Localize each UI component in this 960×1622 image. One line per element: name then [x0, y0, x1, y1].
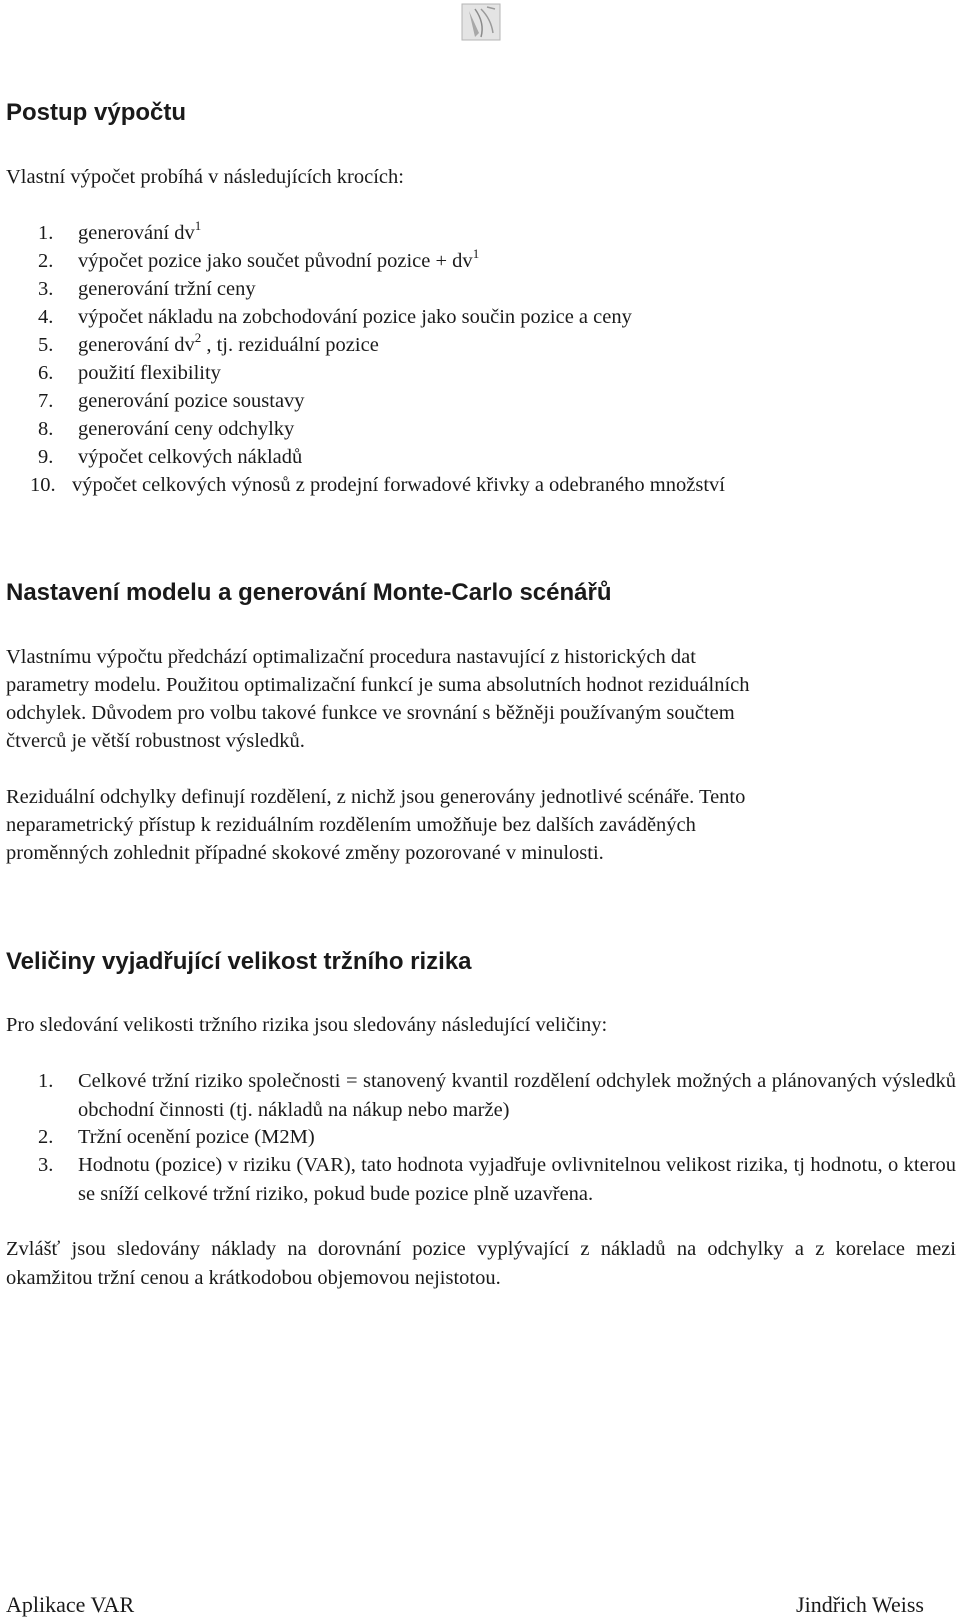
section-heading-veliciny: Veličiny vyjadřující velikost tržního rizika — [6, 948, 472, 975]
text-line: Reziduální odchylky definují rozdělení, z nichž jsou generovány jednotlivé scénáře. Tento — [6, 786, 746, 808]
text-line: Vlastnímu výpočtu předchází optimalizační procedura nastavující z historických dat — [6, 646, 696, 668]
section1-intro: Vlastní výpočet probíhá v následujících krocích: — [6, 166, 404, 188]
text-line: odchylek. Důvodem pro volbu takové funkce ve srovnání s běžněji používaným součtem — [6, 702, 735, 724]
text-line: parametry modelu. Použitou optimalizační funkcí je suma absolutních hodnot reziduálních — [6, 674, 750, 696]
text-line: čtverců je větší robustnost výsledků. — [6, 730, 305, 752]
footer-right: Jindřich Weiss — [796, 1592, 924, 1617]
text-line: proměnných zohlednit případné skokové změny pozorované v minulosti. — [6, 842, 604, 864]
publisher-logo-icon — [461, 3, 501, 41]
section3-intro: Pro sledování velikosti tržního rizika jsou sledovány následující veličiny: — [6, 1014, 608, 1036]
footer-left: Aplikace VAR — [6, 1592, 135, 1617]
section3-closing: Zvlášť jsou sledovány náklady na dorovnání pozice vyplývající z nákladů na odchylky a z korelace mezi okamžitou tržní cenou a krátkodobou objemovou nejistotou. — [6, 1238, 956, 1289]
text-line: neparametrický přístup k reziduálním rozdělením umožňuje bez dalších zaváděných — [6, 814, 696, 836]
section-heading-postup: Postup výpočtu — [6, 99, 187, 126]
section-heading-nastaveni: Nastavení modelu a generování Monte-Carlo scénářů — [6, 579, 612, 606]
